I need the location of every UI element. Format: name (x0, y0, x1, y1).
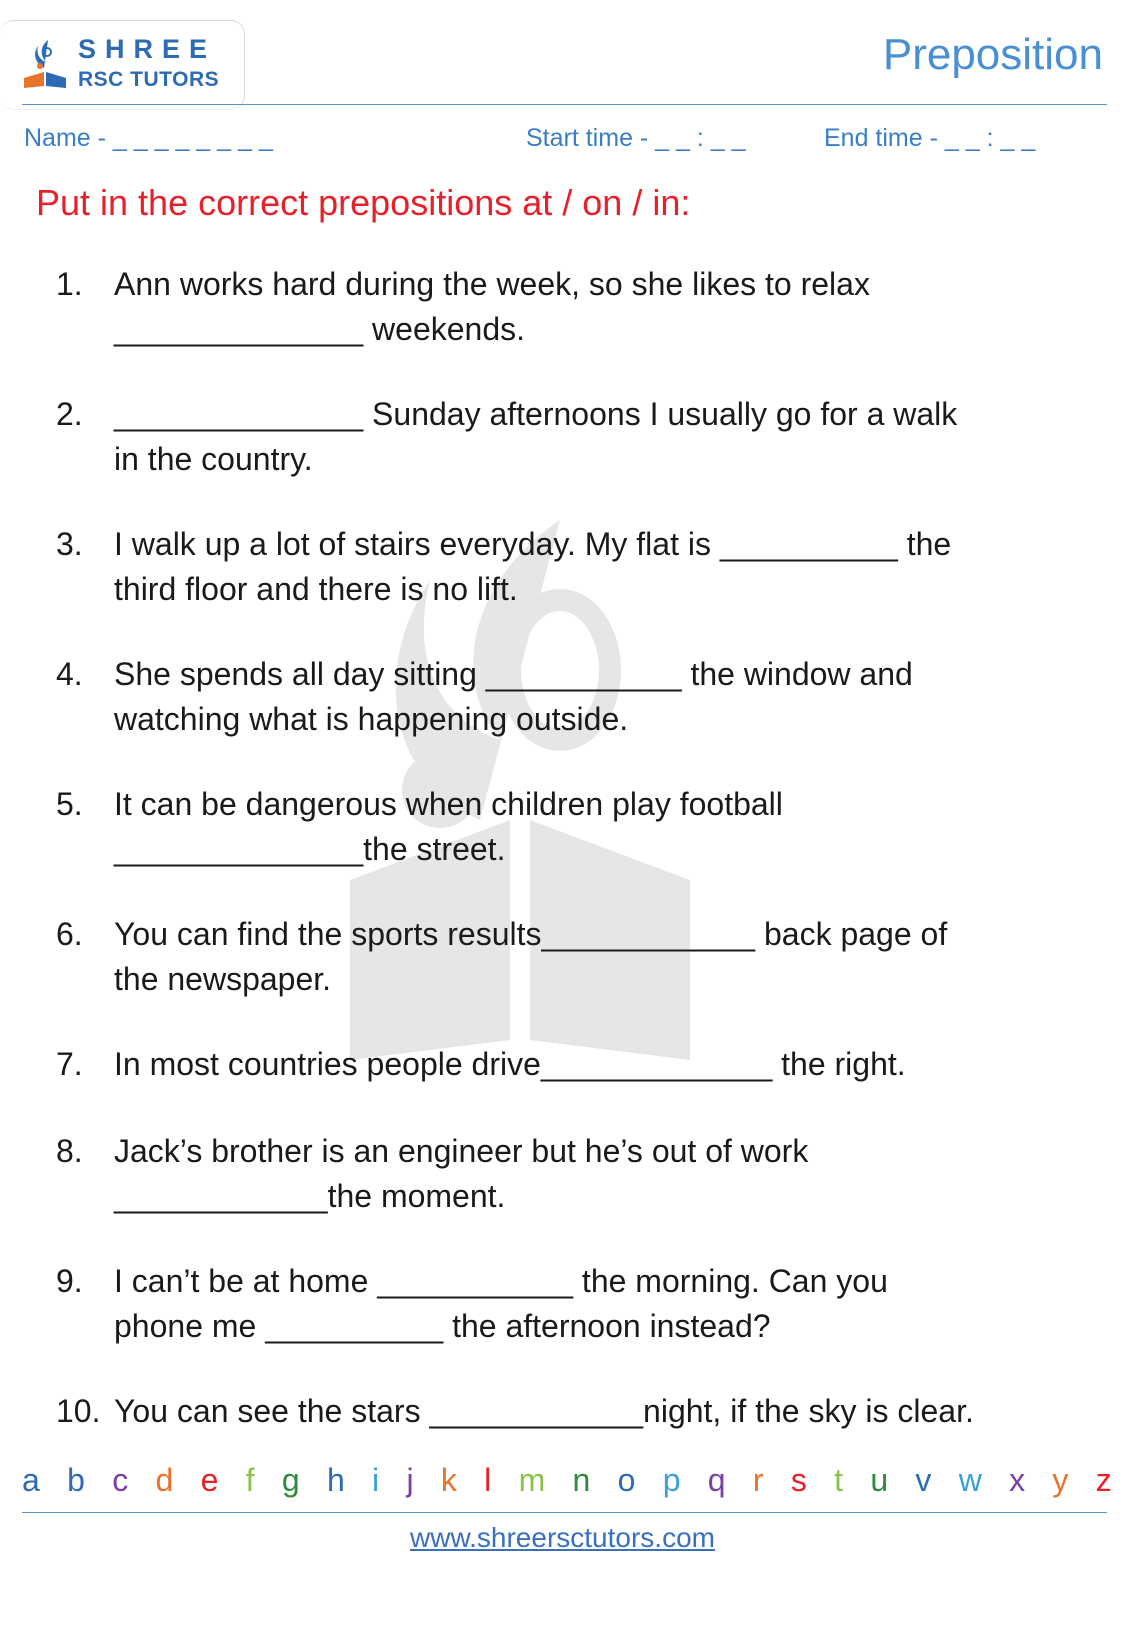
alphabet-letter-n: n (572, 1462, 591, 1498)
alphabet-letter-q: q (707, 1462, 726, 1498)
header-divider (22, 104, 1107, 105)
alphabet-letter-y: y (1052, 1462, 1069, 1498)
question-text: I can’t be at home ___________ the morning. Can you phone me __________ the afternoon instead? (114, 1263, 888, 1344)
alphabet-letter-f: f (245, 1462, 255, 1498)
question-text: You can see the stars ____________night, if the sky is clear. (114, 1393, 974, 1429)
question-number: 9. (56, 1263, 83, 1299)
alphabet-letter-c: c (112, 1462, 129, 1498)
alphabet-letter-i: i (372, 1462, 380, 1498)
alphabet-letter-r: r (752, 1462, 764, 1498)
alphabet-letter-t: t (834, 1462, 844, 1498)
alphabet-letter-a: a (22, 1462, 40, 1498)
question-number: 5. (56, 786, 83, 822)
worksheet-title: Preposition (882, 30, 1103, 79)
alphabet-letter-w: w (958, 1462, 982, 1498)
question-text: In most countries people drive_____________ the right. (114, 1046, 906, 1082)
start-time-field: Start time - _ _ : _ _ (526, 124, 746, 152)
question-number: 6. (56, 916, 83, 952)
question-number: 4. (56, 656, 83, 692)
alphabet-letter-e: e (200, 1462, 219, 1498)
question-number: 1. (56, 266, 83, 302)
alphabet-letter-b: b (67, 1462, 85, 1498)
logo-text-rsc-tutors: RSC TUTORS (78, 68, 220, 91)
question-text: Ann works hard during the week, so she likes to relax ______________ weekends. (114, 266, 870, 347)
question-text: It can be dangerous when children play football ______________the street. (114, 786, 783, 867)
instruction-text: Put in the correct prepositions at / on / in: (36, 182, 691, 223)
question-text: She spends all day sitting ___________ the window and watching what is happening outside. (114, 656, 913, 737)
alphabet-letter-l: l (484, 1462, 492, 1498)
alphabet-letter-h: h (326, 1462, 345, 1498)
alphabet-letter-z: z (1095, 1462, 1112, 1498)
end-time-field: End time - _ _ : _ _ (824, 124, 1036, 152)
question-number: 2. (56, 396, 83, 432)
question-text: I walk up a lot of stairs everyday. My flat is __________ the third floor and there is no lift. (114, 526, 952, 607)
question-text: You can find the sports results____________ back page of the newspaper. (114, 916, 948, 997)
logo-text-shree: SHREE (78, 34, 217, 64)
alphabet-letter-v: v (915, 1462, 932, 1498)
question-text: Jack’s brother is an engineer but he’s out of work ____________the moment. (114, 1133, 809, 1214)
alphabet-letter-g: g (281, 1462, 300, 1498)
footer-divider (22, 1512, 1107, 1513)
question-number: 10. (56, 1393, 101, 1429)
alphabet-letter-d: d (155, 1462, 174, 1498)
alphabet-letter-u: u (870, 1462, 889, 1498)
alphabet-strip (22, 1462, 1112, 1499)
website-link[interactable]: www.shreersctutors.com (410, 1522, 715, 1553)
question-number: 8. (56, 1133, 83, 1169)
alphabet-letter-j: j (406, 1462, 414, 1498)
name-field: Name - _ _ _ _ _ _ _ _ (24, 124, 273, 152)
question-text: ______________ Sunday afternoons I usually go for a walk in the country. (114, 396, 958, 477)
alphabet-letter-s: s (790, 1462, 807, 1498)
alphabet-letter-x: x (1009, 1462, 1026, 1498)
question-number: 3. (56, 526, 83, 562)
alphabet-letter-k: k (440, 1462, 457, 1498)
logo-icon (20, 38, 70, 90)
alphabet-letter-o: o (617, 1462, 636, 1498)
alphabet-letter-m: m (518, 1462, 546, 1498)
alphabet-letter-p: p (662, 1462, 681, 1498)
question-number: 7. (56, 1046, 83, 1082)
